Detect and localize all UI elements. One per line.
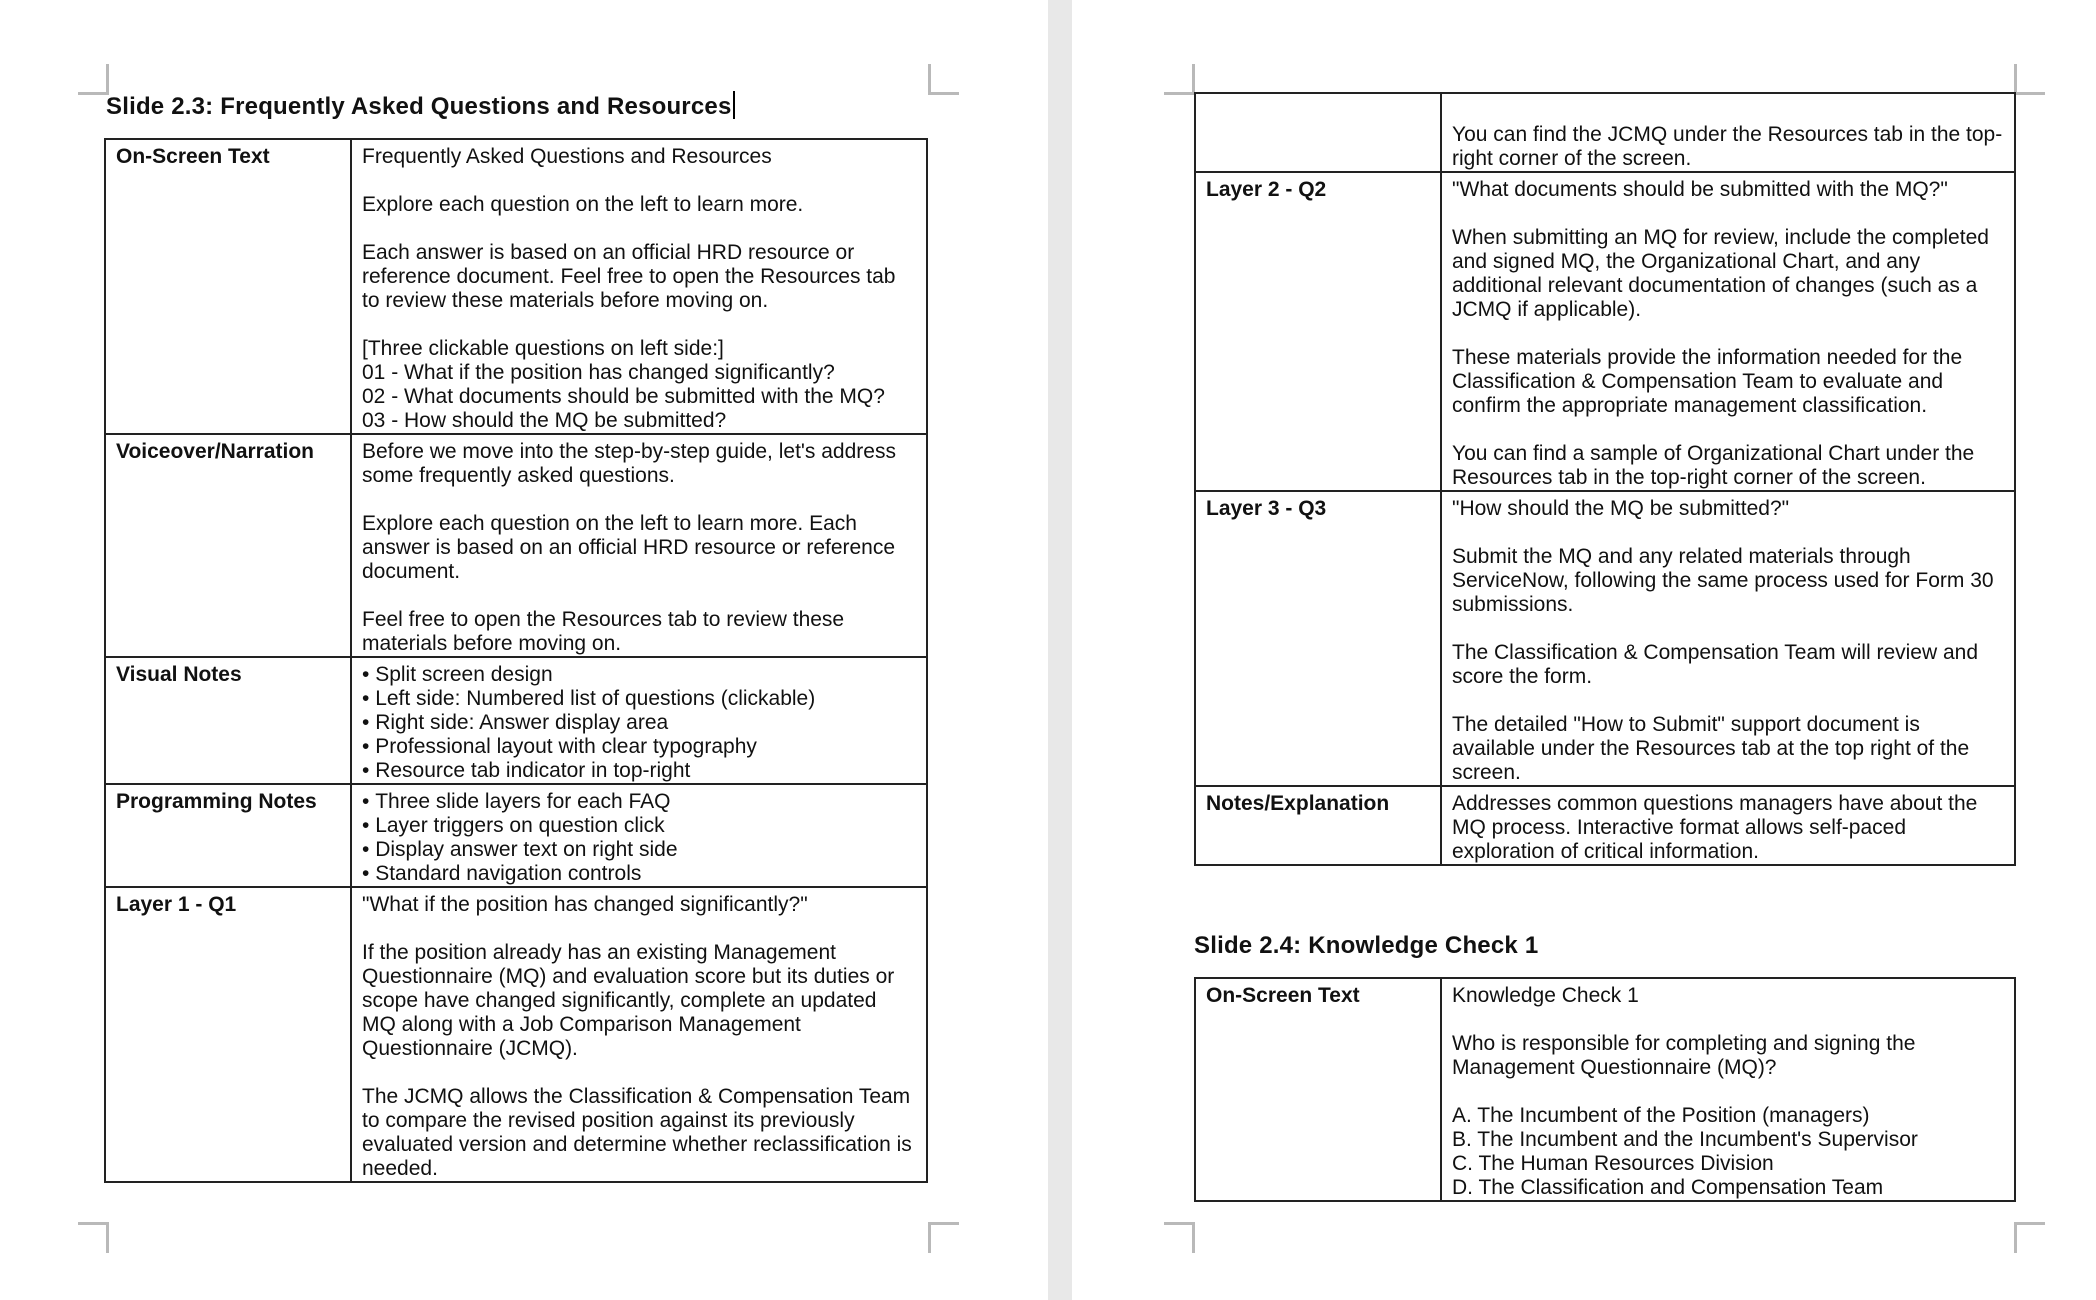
text-para: Each answer is based on an official HRD resource or reference document. Feel free to open the Resources tab to review these materials before moving on. <box>362 241 896 312</box>
list-item: • Display answer text on right side <box>362 838 916 862</box>
table-row <box>105 784 927 887</box>
page-gutter <box>1048 0 1072 1300</box>
list-item: • Resource tab indicator in top-right <box>362 759 916 783</box>
row-label-layer-3: Layer 3 - Q3 <box>1195 491 1441 786</box>
text-para: "What documents should be submitted with the MQ?" <box>1452 178 1948 201</box>
text-para: The JCMQ allows the Classification & Compensation Team to compare the revised position against its previously evaluated version and determine whether reclassification is needed. <box>362 1085 912 1180</box>
text-para: "What if the position has changed significantly?" <box>362 893 808 916</box>
text-para: Submit the MQ and any related materials through ServiceNow, following the same process used for Form 30 submissions. <box>1452 545 1994 616</box>
list-item: • Left side: Numbered list of questions (clickable) <box>362 687 916 711</box>
text-para: Addresses common questions managers have about the MQ process. Interactive format allows self-paced exploration of critical information. <box>1452 792 1978 863</box>
crop-mark-top-left <box>1164 64 1195 95</box>
text-para: Explore each question on the left to learn more. <box>362 193 804 216</box>
text-para: Frequently Asked Questions and Resources <box>362 145 772 168</box>
knowledge-check-table <box>1194 977 2016 1202</box>
list-item: • Right side: Answer display area <box>362 711 916 735</box>
row-label-on-screen: On-Screen Text <box>1195 978 1441 1201</box>
answer-option: D. The Classification and Compensation Team <box>1452 1176 1884 1199</box>
text-para: You can find the JCMQ under the Resources tab in the top-right corner of the screen. <box>1452 123 2003 170</box>
voiceover-cell[interactable] <box>351 434 927 657</box>
crop-mark-bottom-right <box>2014 1222 2045 1253</box>
knowledge-check-cell[interactable] <box>1441 978 2015 1201</box>
row-label-visual-notes: Visual Notes <box>105 657 351 784</box>
list-intro: [Three clickable questions on left side:] <box>362 337 724 360</box>
list-item: 01 - What if the position has changed significantly? <box>362 361 835 384</box>
crop-mark-bottom-left <box>78 1222 109 1253</box>
layer-3-cell[interactable] <box>1441 491 2015 786</box>
row-label-programming-notes: Programming Notes <box>105 784 351 887</box>
crop-mark-top-right <box>928 64 959 95</box>
crop-mark-bottom-left <box>1164 1222 1195 1253</box>
crop-mark-top-left <box>78 64 109 95</box>
list-item: • Split screen design <box>362 663 916 687</box>
layer-1-cell[interactable] <box>351 887 927 1182</box>
text-para: You can find a sample of Organizational Chart under the Resources tab in the top-right corner of the screen. <box>1452 442 1975 489</box>
slide-heading[interactable]: Slide 2.3: Frequently Asked Questions and Resources <box>106 91 735 121</box>
answer-option: A. The Incumbent of the Position (managers) <box>1452 1104 1870 1127</box>
crop-mark-bottom-right <box>928 1222 959 1253</box>
text-cursor <box>733 91 735 119</box>
table-row <box>105 139 927 434</box>
text-para: The detailed "How to Submit" support document is available under the Resources tab at the top right of the screen. <box>1452 713 1970 784</box>
text-para: Feel free to open the Resources tab to review these materials before moving on. <box>362 608 845 655</box>
table-row <box>105 887 927 1182</box>
answer-options <box>1452 1104 2004 1200</box>
row-label-empty <box>1195 93 1441 172</box>
list-item: • Three slide layers for each FAQ <box>362 790 916 814</box>
text-para: Before we move into the step-by-step guide, let's address some frequently asked questions. <box>362 440 896 487</box>
table-row <box>1195 172 2015 491</box>
text-para: Who is responsible for completing and signing the Management Questionnaire (MQ)? <box>1452 1032 1916 1079</box>
row-label-on-screen: On-Screen Text <box>105 139 351 434</box>
text-para: The Classification & Compensation Team will review and score the form. <box>1452 641 1979 688</box>
layer-1-continued-cell[interactable] <box>1441 93 2015 172</box>
layer-2-cell[interactable] <box>1441 172 2015 491</box>
row-label-notes: Notes/Explanation <box>1195 786 1441 865</box>
text-para: Knowledge Check 1 <box>1452 984 1639 1007</box>
text-para: These materials provide the information needed for the Classification & Compensation Team to evaluate and confirm the appropriate management classification. <box>1452 346 1963 417</box>
document-page-right <box>1072 0 2096 1300</box>
list-item: • Professional layout with clear typography <box>362 735 916 759</box>
table-row <box>1195 491 2015 786</box>
answer-option: B. The Incumbent and the Incumbent's Supervisor <box>1452 1128 1918 1151</box>
slide-table-continued <box>1194 92 2016 866</box>
text-para: If the position already has an existing Management Questionnaire (MQ) and evaluation score but its duties or scope have changed significantly, complete an updated MQ along with a Job Comparison Management Questionnaire (JCMQ). <box>362 941 895 1060</box>
question-list <box>362 337 916 433</box>
row-label-layer-2: Layer 2 - Q2 <box>1195 172 1441 491</box>
row-label-voiceover: Voiceover/Narration <box>105 434 351 657</box>
programming-notes-cell[interactable] <box>351 784 927 887</box>
answer-option: C. The Human Resources Division <box>1452 1152 1774 1175</box>
table-row <box>1195 93 2015 172</box>
text-para: When submitting an MQ for review, include the completed and signed MQ, the Organizational Chart, and any additional relevant documentation of changes (such as a JCMQ if applicable). <box>1452 226 1989 321</box>
row-label-layer-1: Layer 1 - Q1 <box>105 887 351 1182</box>
slide-heading-2[interactable]: Slide 2.4: Knowledge Check 1 <box>1194 932 1539 959</box>
table-row <box>1195 978 2015 1201</box>
text-para: "How should the MQ be submitted?" <box>1452 497 1790 520</box>
table-row <box>105 434 927 657</box>
table-row <box>105 657 927 784</box>
list-item: • Standard navigation controls <box>362 862 916 886</box>
text-para: Explore each question on the left to learn more. Each answer is based on an official HRD resource or reference document. <box>362 512 896 583</box>
list-item: • Layer triggers on question click <box>362 814 916 838</box>
slide-table <box>104 138 928 1183</box>
list-item: 02 - What documents should be submitted with the MQ? <box>362 385 885 408</box>
list-item: 03 - How should the MQ be submitted? <box>362 409 727 432</box>
notes-cell[interactable] <box>1441 786 2015 865</box>
crop-mark-top-right <box>2014 64 2045 95</box>
visual-notes-cell[interactable] <box>351 657 927 784</box>
on-screen-text-cell[interactable] <box>351 139 927 434</box>
table-row <box>1195 786 2015 865</box>
